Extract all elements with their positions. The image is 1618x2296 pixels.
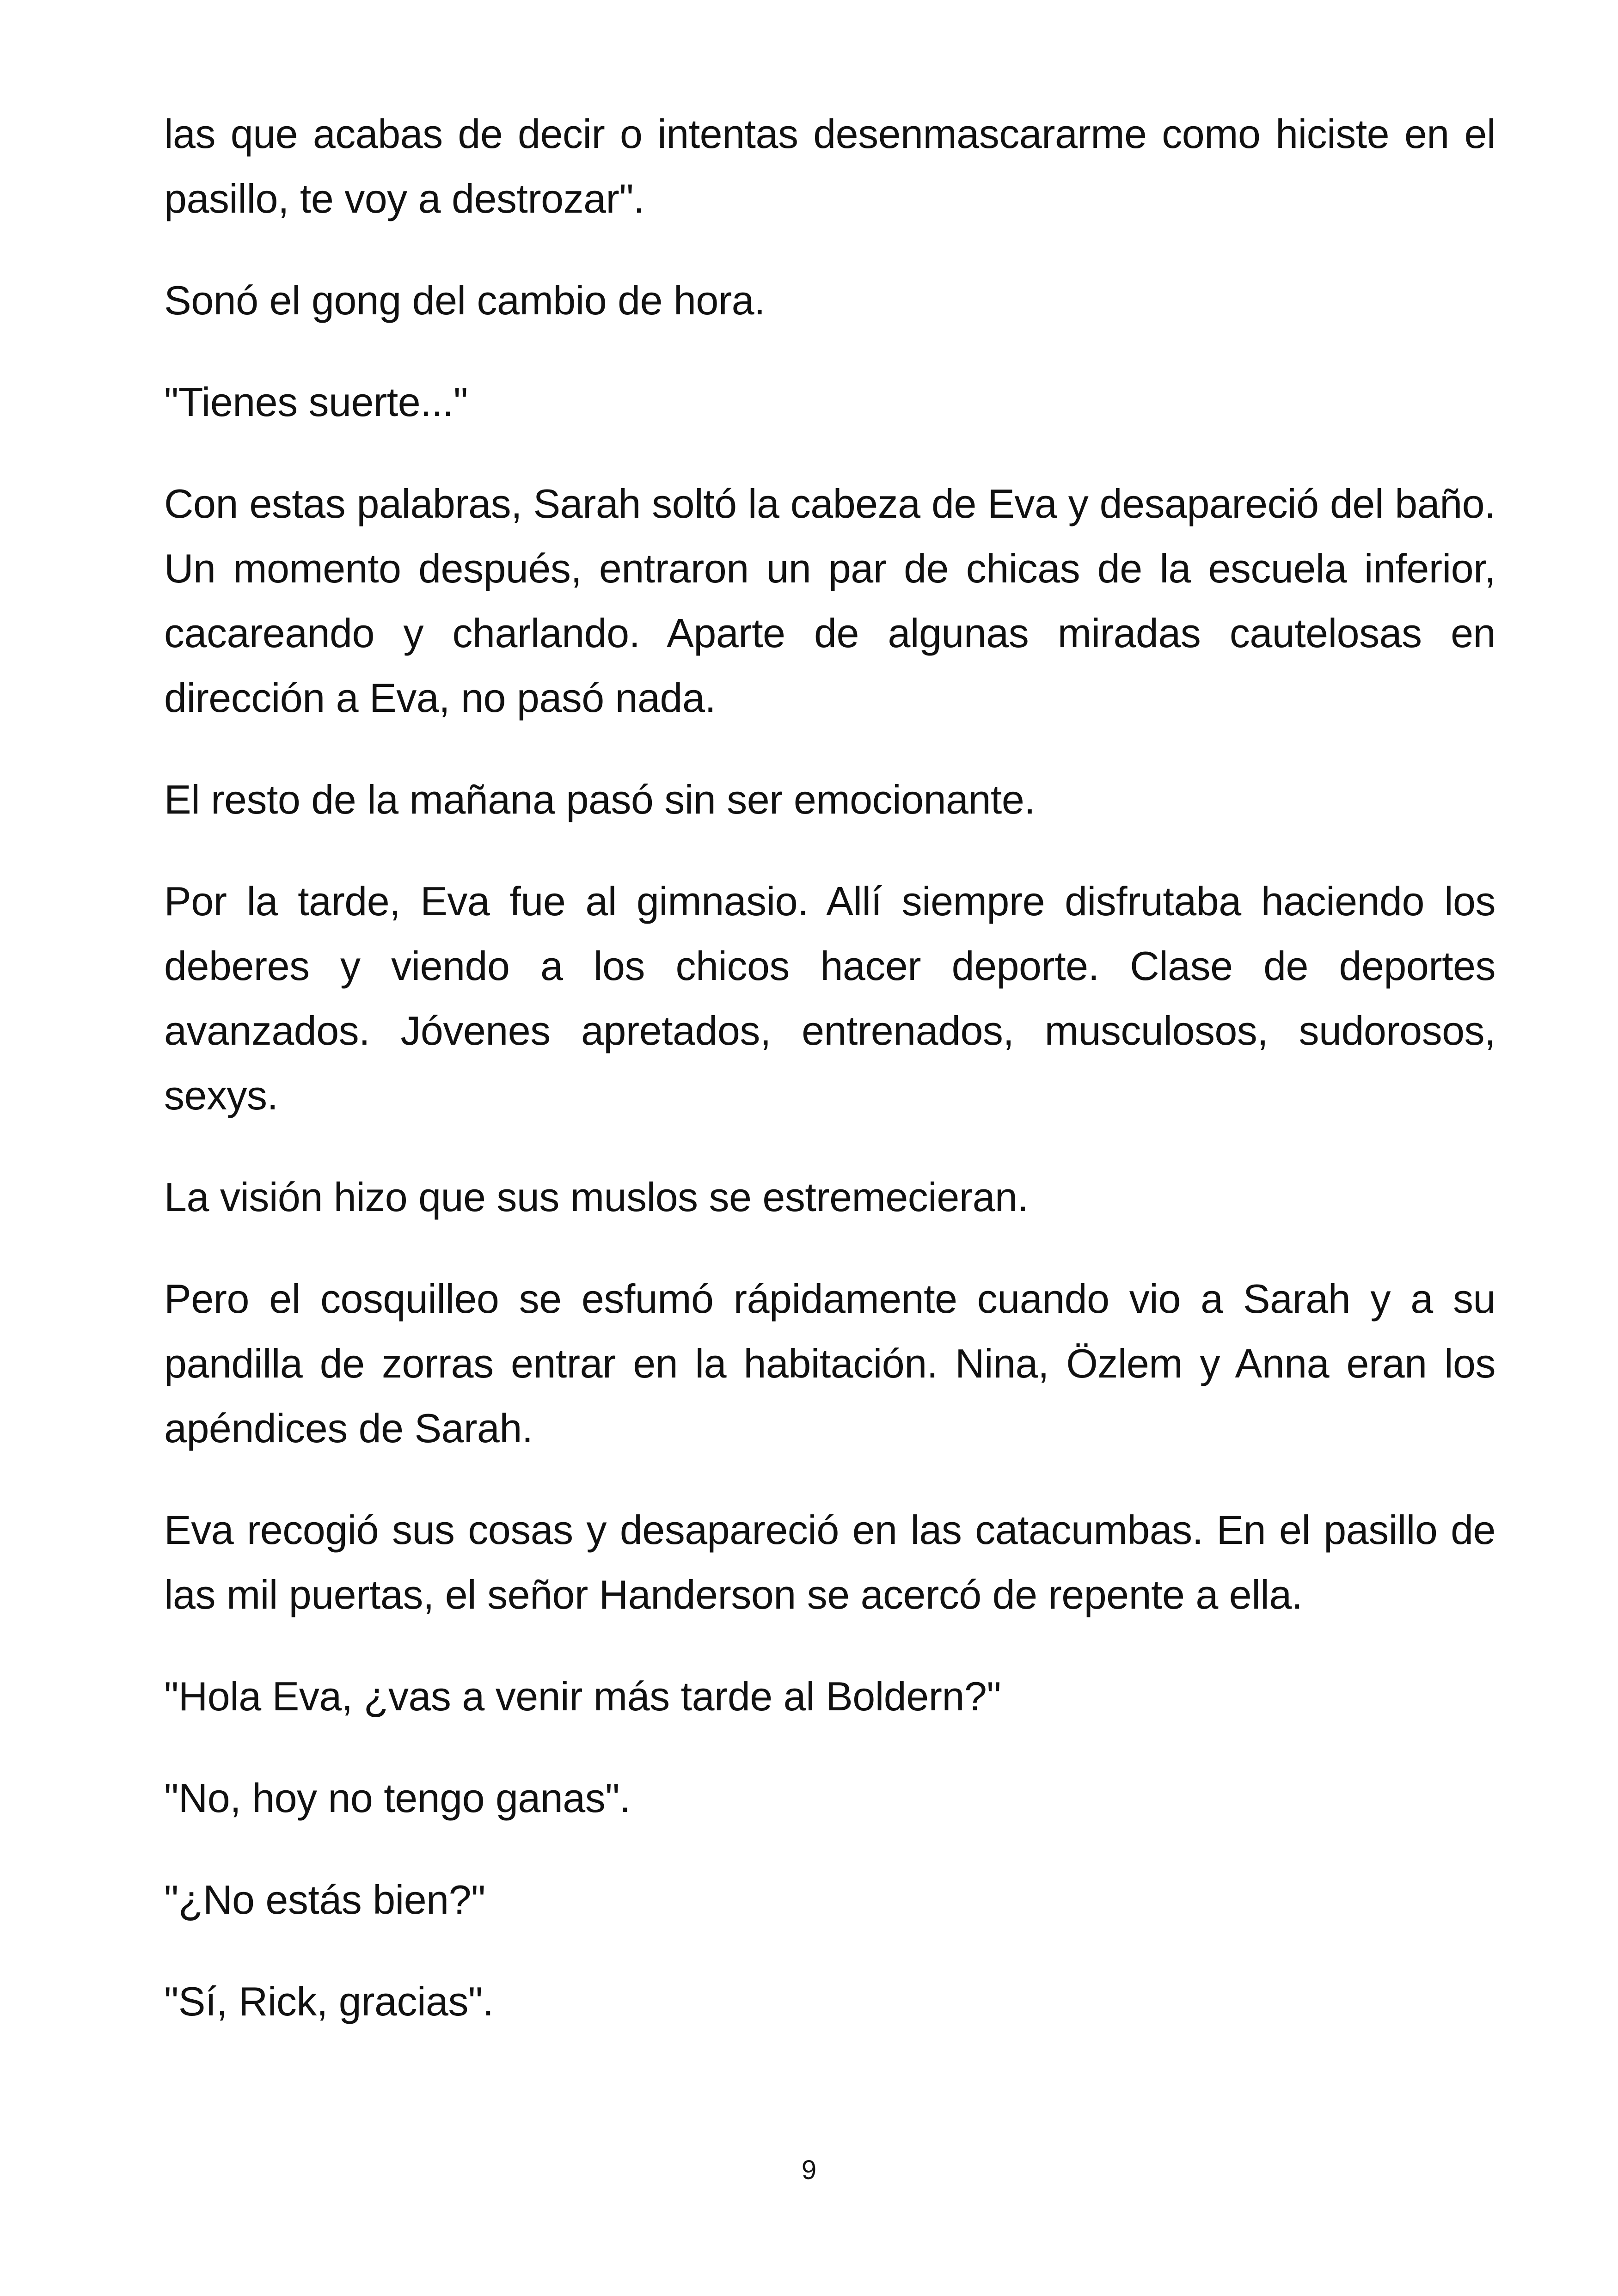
paragraph: "Hola Eva, ¿vas a venir más tarde al Boldern?" <box>164 1673 1001 1719</box>
paragraph: El resto de la mañana pasó sin ser emocionante. <box>164 777 1036 822</box>
paragraph: Sonó el gong del cambio de hora. <box>164 277 766 323</box>
page-number: 9 <box>801 2155 817 2185</box>
paragraph: "No, hoy no tengo ganas". <box>164 1775 631 1821</box>
paragraph: La visión hizo que sus muslos se estremecieran. <box>164 1174 1029 1220</box>
text-body <box>164 102 1495 2071</box>
paragraph: Por la tarde, Eva fue al gimnasio. Allí siempre disfrutaba haciendo los deberes y viendo a los chicos hacer deporte. Clase de deportes avanzados. Jóvenes apretados, entrenados, musculosos, sudorosos, sexys. <box>164 878 1495 1118</box>
paragraph: "¿No estás bien?" <box>164 1877 485 1923</box>
paragraph: Con estas palabras, Sarah soltó la cabeza de Eva y desapareció del baño. Un momento después, entraron un par de chicas de la escuela inferior, cacareando y charlando. Aparte de algunas miradas cautelosas en dirección a Eva, no pasó nada. <box>164 481 1495 721</box>
paragraph: las que acabas de decir o intentas desenmascararme como hiciste en el pasillo, te voy a destrozar". <box>164 111 1495 221</box>
paragraph: "Tienes suerte..." <box>164 379 468 425</box>
paragraph: Eva recogió sus cosas y desapareció en las catacumbas. En el pasillo de las mil puertas, el señor Handerson se acercó de repente a ella. <box>164 1507 1495 1617</box>
paragraph: "Sí, Rick, gracias". <box>164 1978 494 2024</box>
paragraph: Pero el cosquilleo se esfumó rápidamente cuando vio a Sarah y a su pandilla de zorras entrar en la habitación. Nina, Özlem y Anna eran los apéndices de Sarah. <box>164 1276 1495 1451</box>
